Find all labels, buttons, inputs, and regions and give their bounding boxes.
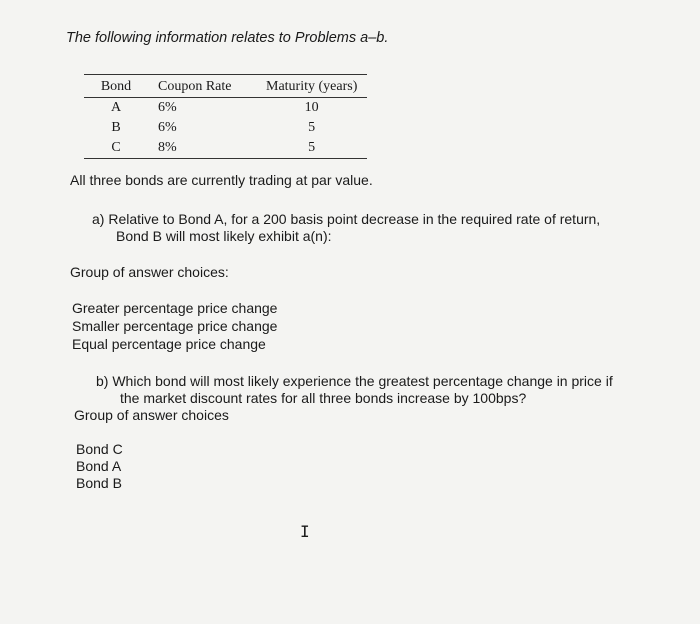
question-b-line1: b) Which bond will most likely experience the greatest percentage change in price if xyxy=(96,373,613,389)
answer-option-a3[interactable]: Equal percentage price change xyxy=(72,336,266,352)
maturity: 5 xyxy=(308,120,316,135)
bond-table-header xyxy=(84,75,367,98)
header-bond: Bond xyxy=(84,75,148,98)
answer-option-a1[interactable]: Greater percentage price change xyxy=(72,300,278,316)
coupon-rate: 8% xyxy=(158,140,177,155)
header-maturity: Maturity (years) xyxy=(256,75,367,98)
coupon-rate: 6% xyxy=(158,120,177,135)
answer-option-b3[interactable]: Bond B xyxy=(76,475,122,491)
question-b-group-label: Group of answer choices xyxy=(74,407,229,423)
coupon-rate: 6% xyxy=(158,100,177,115)
question-b-line2: the market discount rates for all three bonds increase by 100bps? xyxy=(120,390,527,406)
question-a-line2: Bond B will most likely exhibit a(n): xyxy=(116,228,332,244)
text-cursor-icon: I xyxy=(300,522,310,541)
bond-name: B xyxy=(111,120,121,135)
maturity: 5 xyxy=(308,140,316,155)
answer-option-b1[interactable]: Bond C xyxy=(76,441,123,457)
page-heading: The following information relates to Problems a–b. xyxy=(66,30,389,46)
bond-table xyxy=(84,74,367,159)
answer-option-a2[interactable]: Smaller percentage price change xyxy=(72,318,278,334)
table-row xyxy=(84,138,367,159)
maturity: 10 xyxy=(304,100,319,115)
bond-name: C xyxy=(111,140,121,155)
par-note: All three bonds are currently trading at par value. xyxy=(70,172,373,188)
header-coupon-rate: Coupon Rate xyxy=(148,75,256,98)
question-a-line1: a) Relative to Bond A, for a 200 basis point decrease in the required rate of return, xyxy=(92,211,601,227)
answer-option-b2[interactable]: Bond A xyxy=(76,458,122,474)
table-row xyxy=(84,98,367,119)
question-a-group-label: Group of answer choices: xyxy=(70,264,229,280)
bond-name: A xyxy=(110,100,122,115)
table-row xyxy=(84,118,367,138)
